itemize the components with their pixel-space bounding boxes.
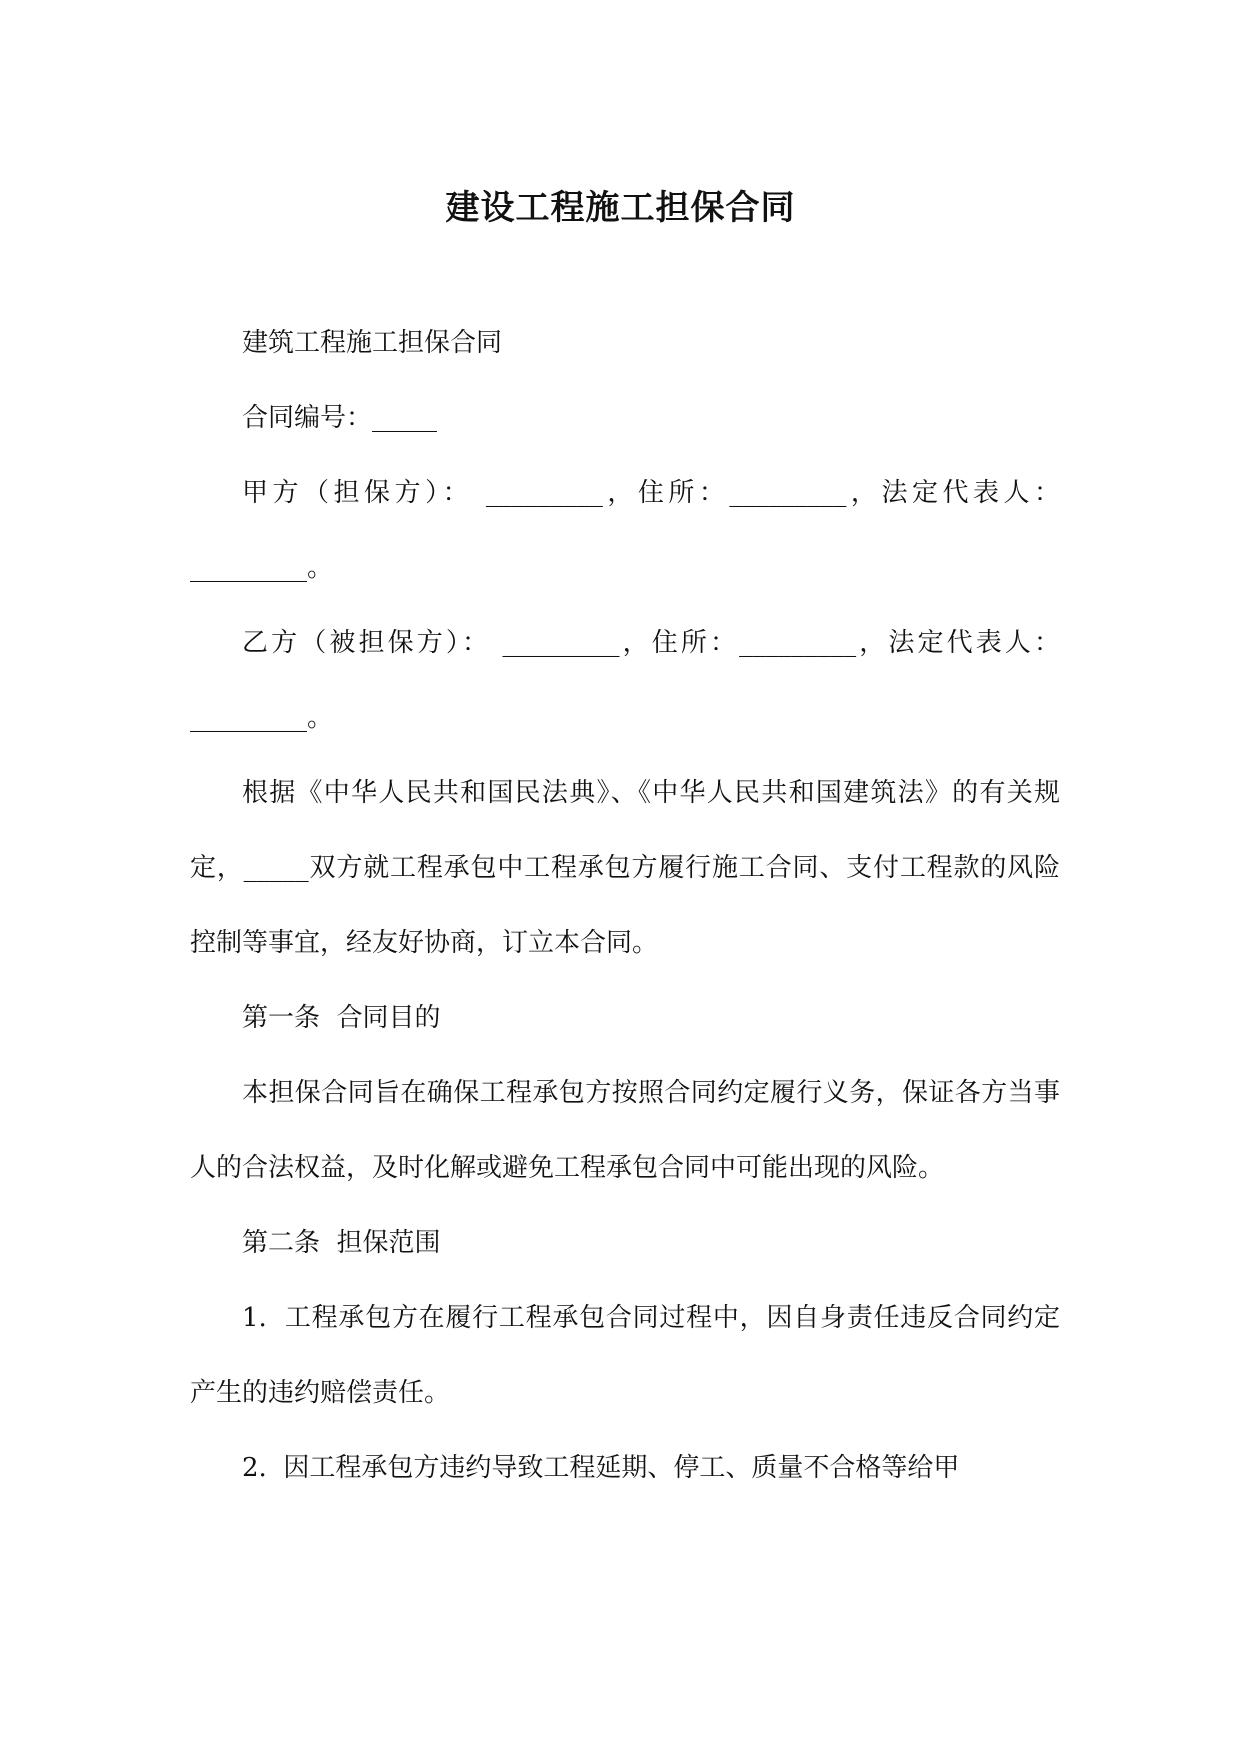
article-2-item-1: 1. 工程承包方在履行工程承包合同过程中，因自身责任违反合同约定产生的违约赔偿责任。 <box>190 1303 1060 1408</box>
paragraph-legal-basis: 根据《中华人民共和国民法典》、《中华人民共和国建筑法》的有关规定，_____双方就工程承包中工程承包方履行施工合同、支付工程款的风险控制等事宜，经友好协商，订立本合同。 <box>190 778 1060 958</box>
paragraph-contract-number: 合同编号：_____ <box>242 403 438 433</box>
paragraph-party-b: 乙方（被担保方）： _________，住所：_________，法定代表人：_________。 <box>190 628 1060 733</box>
document-title: 建设工程施工担保合同 <box>445 188 796 228</box>
article-1-content: 本担保合同旨在确保工程承包方按照合同约定履行义务，保证各方当事人的合法权益，及时化解或避免工程承包合同中可能出现的风险。 <box>190 1078 1060 1183</box>
paragraph-party-a: 甲方（担保方）： _________，住所：_________，法定代表人：_________。 <box>190 478 1060 583</box>
article-2-item-2: 2. 因工程承包方违约导致工程延期、停工、质量不合格等给甲 <box>242 1453 960 1483</box>
article-2-heading: 第二条 担保范围 <box>242 1228 441 1258</box>
paragraph-subtitle: 建筑工程施工担保合同 <box>242 328 503 358</box>
document-body <box>190 306 1060 1506</box>
article-1-heading: 第一条 合同目的 <box>242 1003 441 1033</box>
